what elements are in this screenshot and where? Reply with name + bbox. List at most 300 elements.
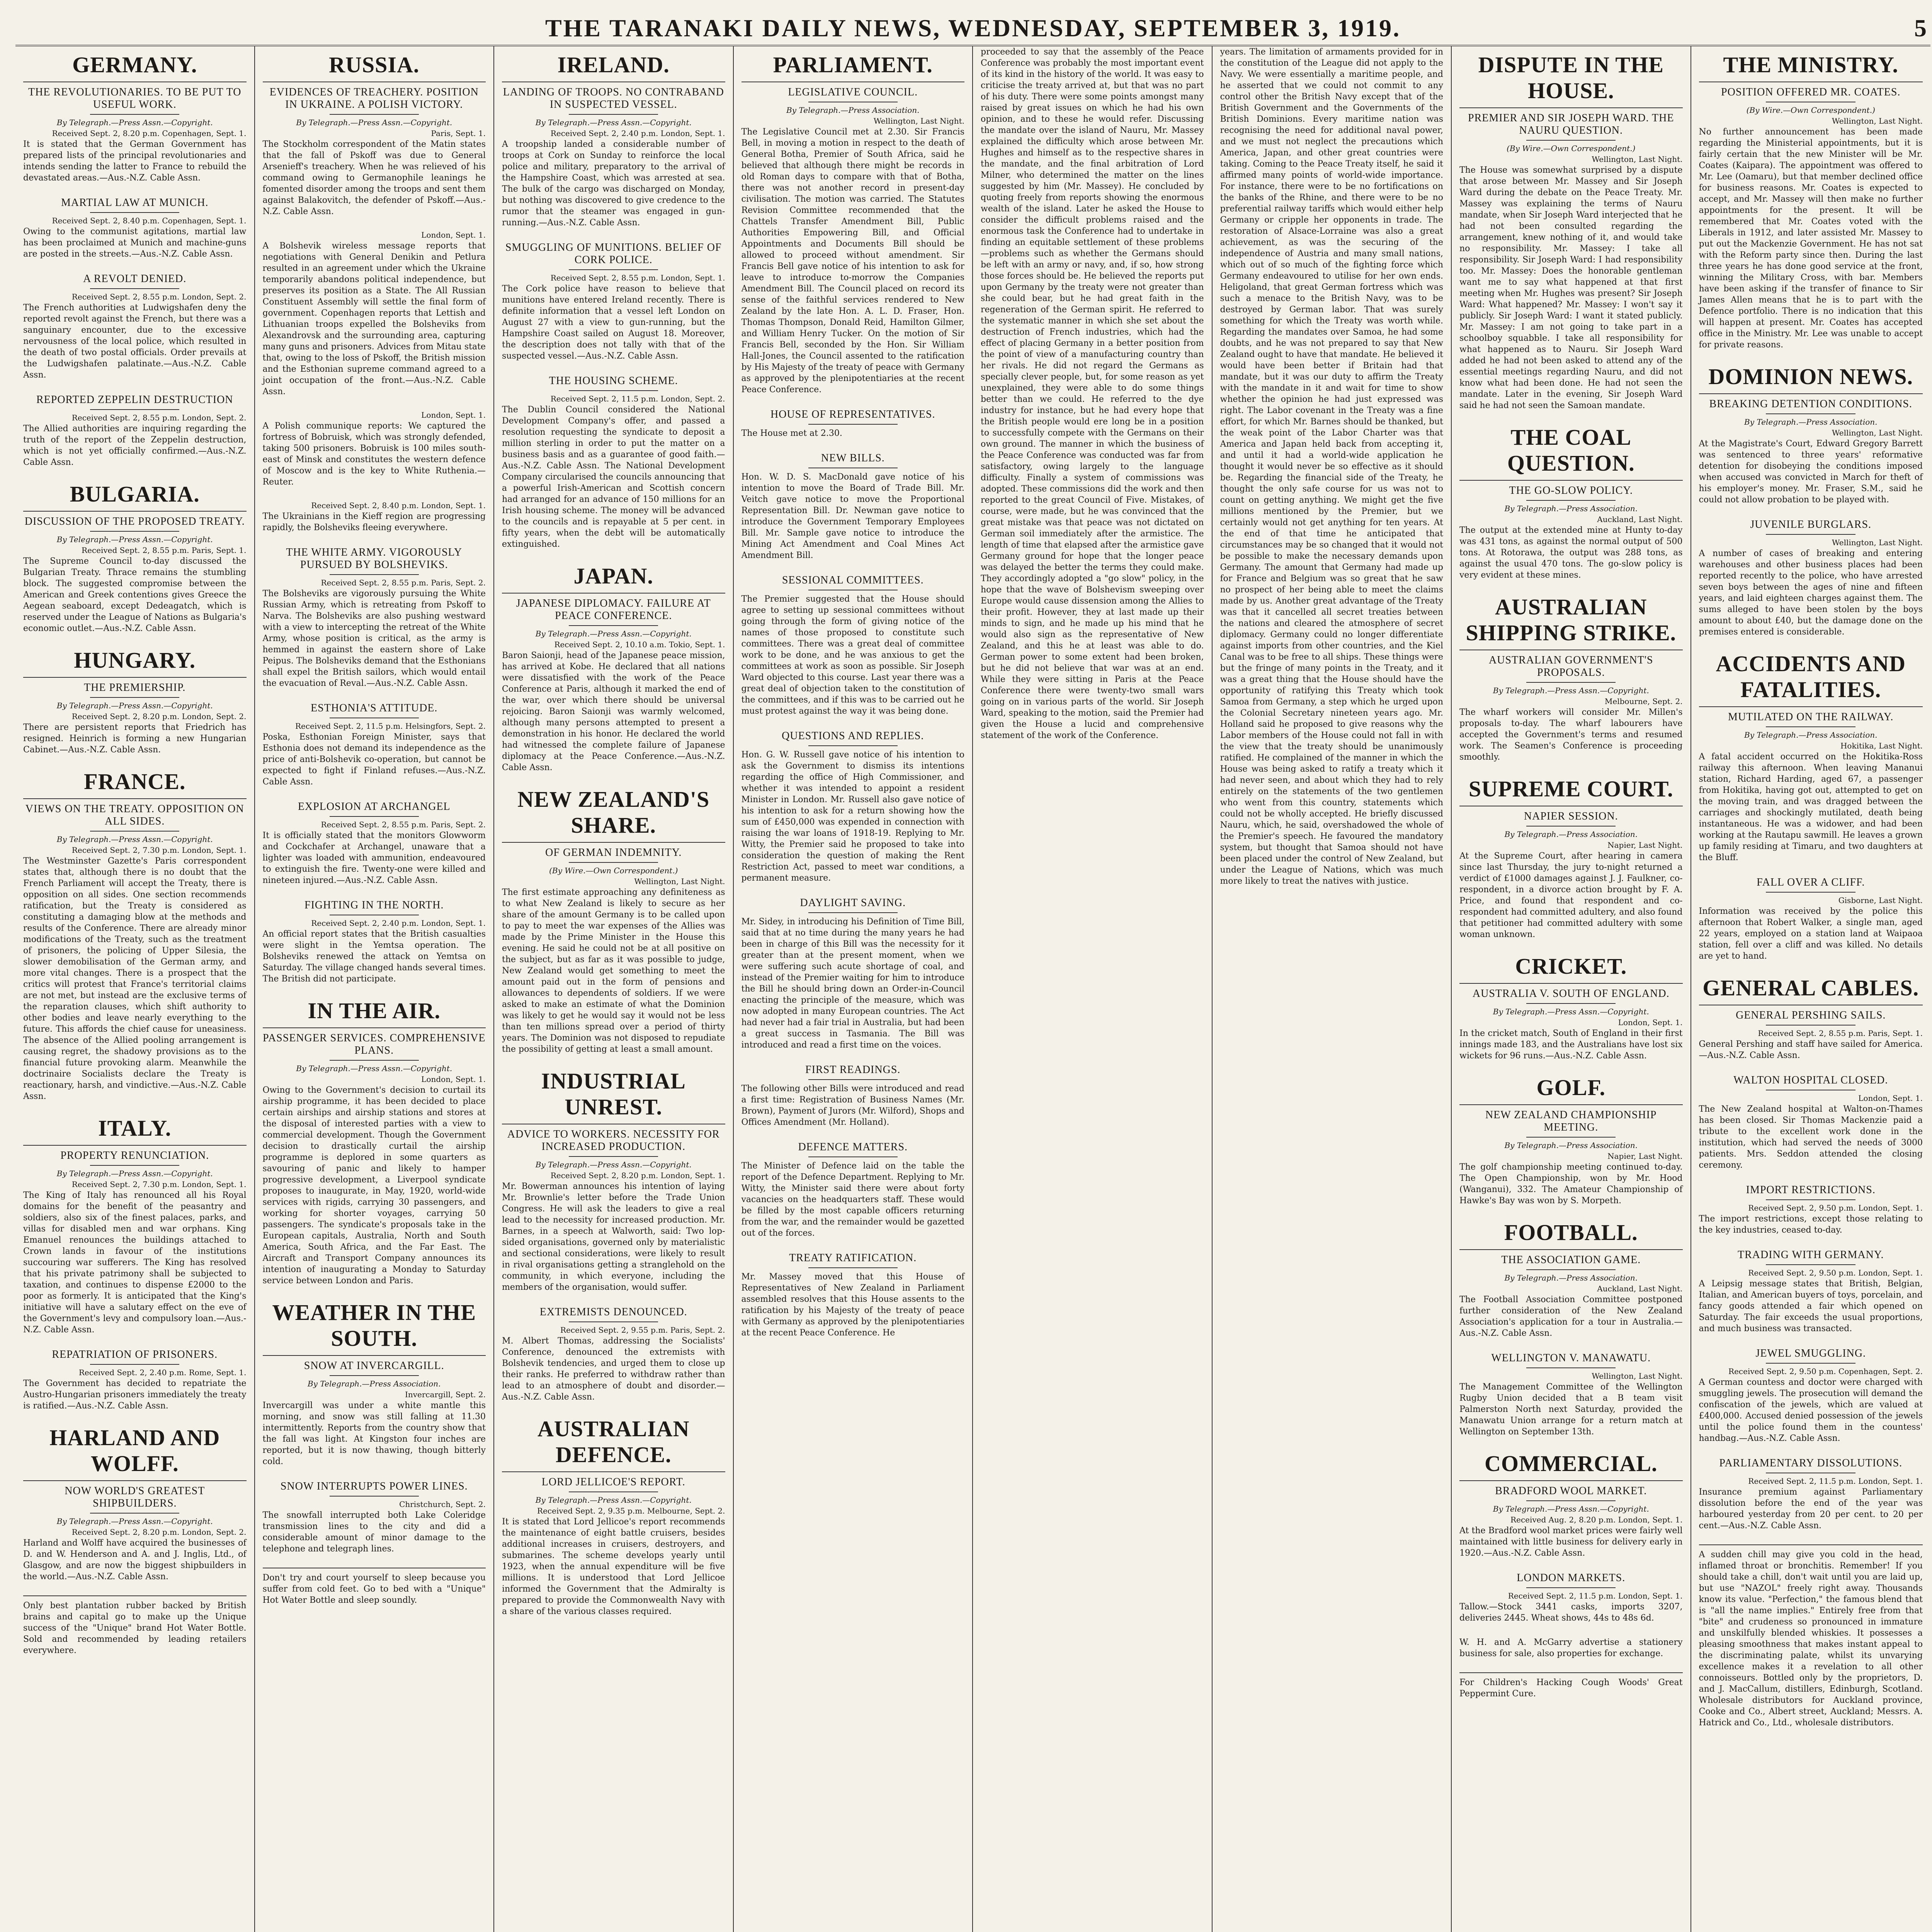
article-body: Invercargill was under a white mantle this morning, and snow was still falling at 11.30 intermittently. Reports from the country show that the fall was light. At Kingston four inches are reported, but it is now thawing, though bitterly cold. xyxy=(262,1401,486,1466)
article-body: Tallow.—Stock 3441 casks, imports 3207, deliveries 2445. Wheat shows, 44s to 48s 6d. xyxy=(1459,1602,1683,1623)
article-dateline: Received Sept. 2, 8.55 p.m. Paris, Sept. 1. xyxy=(82,546,247,555)
divider xyxy=(330,1496,419,1497)
article xyxy=(1699,1184,1923,1236)
article xyxy=(1699,651,1923,863)
article-body: W. H. and A. McGarry advertise a stationery business for sale, also properties for exchange. xyxy=(1459,1638,1683,1658)
article-subheading: FIRST READINGS. xyxy=(805,1064,901,1076)
article xyxy=(1699,1457,1923,1531)
advertisement: For Children's Hacking Cough Woods' Great Peppermint Cure. xyxy=(1459,1672,1683,1699)
divider xyxy=(569,625,658,626)
article-dateline: Hokitika, Last Night. xyxy=(1840,741,1923,750)
article-dateline: Wellington, Last Night. xyxy=(1832,428,1923,437)
article-body: Mr. Bowerman announces his intention of laying Mr. Brownlie's letter before the Trade Union Congress. He will ask the leaders to give a real lead to the necessity for increased production. Mr. Barnes, in a speech at Walworth, said: Two lop-sided organisations, governed only by materialistic and sectional considerations, were likely to result in rival organisations getting a stranglehold on the community, in which everyone, including the members of the organisation, would suffer. xyxy=(502,1182,725,1292)
article-body: There are persistent reports that Friedrich has resigned. Heinrich is forming a new Hungarian Cabinet.—Aus.-N.Z. Cable Assn. xyxy=(23,723,247,755)
article-heading: NEW ZEALAND'S SHARE. xyxy=(502,786,725,843)
column-7 xyxy=(1452,46,1691,1932)
article-subheading: JAPANESE DIPLOMACY. FAILURE AT PEACE CONFERENCE. xyxy=(516,597,711,622)
article-subheading: JEWEL SMUGGLING. xyxy=(1755,1347,1866,1359)
article-body: The import restrictions, except those relating to the key industries, ceased to-day. xyxy=(1699,1214,1923,1235)
divider xyxy=(1766,534,1855,535)
article-subheading: ESTHONIA'S ATTITUDE. xyxy=(311,702,438,714)
article-body: The Football Association Committee postponed further consideration of the New Zealand Association's application for a tour in Australia.—Aus.-N.Z. Cable Assn. xyxy=(1459,1295,1683,1338)
article-byline: By Telegraph.—Press Assn.—Copyright. xyxy=(56,835,213,844)
article-dateline: Received Sept. 2, 8.40 p.m. London, Sept. 1. xyxy=(311,501,486,510)
article xyxy=(23,1425,247,1582)
article-dateline: Received Sept. 2, 8.20 p.m. London, Sept. 1. xyxy=(550,1171,725,1180)
article-body: The House met at 2.30. xyxy=(741,429,842,438)
article-dateline: Received Sept. 2, 7.30 p.m. London, Sept. 1. xyxy=(71,845,247,855)
article-body: A troopship landed a considerable number of troops at Cork on Sunday to reinforce the local police and military, preparatory to the arrival of the Hampshire Coast, which was arrested at sea. The bulk of the cargo was discharged on Monday, but nothing was discovered to give credence to the rumor that the steamer was engaged in gun-running.—Aus.-N.Z. Cable Assn. xyxy=(502,139,725,228)
article xyxy=(502,563,725,773)
article-subheading: ADVICE TO WORKERS. NECESSITY FOR INCREASED PRODUCTION. xyxy=(507,1128,720,1153)
article-dateline: Received Sept. 2, 9.50 p.m. London, Sept. 1. xyxy=(1748,1203,1923,1213)
article xyxy=(742,897,965,1051)
article-body: Harland and Wolff have acquired the businesses of D. and W. Henderson and A. and J. Inglis, Ltd., of Glasgow, and are now the biggest shipbuilders in the world.—Aus.-N.Z. Cable Assn. xyxy=(23,1538,247,1582)
divider xyxy=(1526,1367,1616,1368)
divider xyxy=(569,1321,658,1322)
article xyxy=(1459,594,1683,763)
article-heading: WEATHER IN THE SOUTH. xyxy=(263,1299,486,1356)
divider xyxy=(1526,1137,1616,1138)
article-subheading: GENERAL PERSHING SAILS. xyxy=(1736,1009,1886,1021)
article-body: The Management Committee of the Wellington Rugby Union decided that a B team visit Palmerston North next Saturday, provided the Manawatu Union arrange for a return match at Wellington on September 13th. xyxy=(1459,1382,1683,1437)
article-subheading: WELLINGTON V. MANAWATU. xyxy=(1491,1352,1651,1364)
article xyxy=(742,1064,965,1128)
article-dateline: Received Sept. 2, 10.10 a.m. Tokio, Sept. 1. xyxy=(554,640,725,649)
divider xyxy=(1766,1025,1855,1026)
divider xyxy=(1766,1363,1855,1364)
article-byline: By Telegraph.—Press Assn.—Copyright. xyxy=(1493,1504,1649,1514)
article-dateline: Received Sept. 2, 8.55 p.m. London, Sept. 1. xyxy=(550,273,725,282)
article-subheading: WALTON HOSPITAL CLOSED. xyxy=(1733,1074,1888,1086)
article xyxy=(1459,1219,1683,1339)
article-byline: By Telegraph.—Press Association. xyxy=(1504,830,1638,839)
divider xyxy=(90,697,179,698)
article xyxy=(1459,1451,1683,1559)
divider xyxy=(808,424,898,425)
article-body: The snowfall interrupted both Lake Coleridge transmission lines to the city and did a considerable amount of minor damage to the telephone and telegraph lines. xyxy=(262,1510,486,1554)
article xyxy=(742,574,965,717)
divider xyxy=(1526,500,1616,501)
article-body: M. Albert Thomas, addressing the Socialists' Conference, denounced the extremists with Bolshevik tendencies, and urged them to close up their ranks. He preferred to withdraw rather than lead to an atmosphere of doubt and disorder.—Aus.-N.Z. Cable Assn. xyxy=(502,1336,725,1402)
article-dateline: Received Sept. 2, 9.50 p.m. Copenhagen, Sept. 2. xyxy=(1728,1367,1923,1376)
divider xyxy=(808,912,898,913)
article xyxy=(23,647,247,755)
article xyxy=(742,452,965,561)
article-byline: (By Wire.—Own Correspondent.) xyxy=(549,866,678,875)
article xyxy=(742,1252,965,1338)
article-body: The French authorities at Ludwigshafen deny the reported revolt against the French, but there was a sanguinary encounter, due to the excessive nervousness of the local police, which resulted in the death of two postal officials. Order prevails at the Ludwigshafen palatinate.—Aus.-N.Z. Cable Assn. xyxy=(23,303,247,380)
article-heading: GERMANY. xyxy=(23,52,247,82)
article-subheading: SESSIONAL COMMITTEES. xyxy=(782,574,924,586)
article-body: Hon. W. D. S. MacDonald gave notice of his intention to move the Board of Trade Bill. Mr. Veitch gave notice to move the Proportional Representation Bill. Dr. Newman gave notice to introduce the Government Temporary Employees Bill. Mr. Sample gave notice to introduce the Mining Act Amendment and Coal Mines Act Amendment Bill. xyxy=(741,472,964,560)
divider xyxy=(1526,1269,1616,1270)
article-subheading: DAYLIGHT SAVING. xyxy=(800,897,906,909)
article-subheading: THE WHITE ARMY. VIGOROUSLY PURSUED BY BOLSHEVIKS. xyxy=(286,546,463,571)
article-body: The Dublin Council considered the National Development Company's offer, and passed a resolution requesting the syndicate to deposit a million sterling in order to put the matter on a business basis and as a guarantee of good faith.—Aus.-N.Z. Cable Assn. The National Development Company circularised the councils announcing that a powerful Irish-American and Scottish concern had arranged for an advance of 150 millions for an Irish housing scheme. The money will be advanced to the councils and is repayable at 5 per cent. in fifty years, when the debt will be automatically extinguished. xyxy=(502,405,725,549)
article-subheading: AUSTRALIAN GOVERNMENT'S PROPOSALS. xyxy=(1489,654,1653,679)
article-byline: By Telegraph.—Press Assn.—Copyright. xyxy=(56,1517,213,1526)
article-heading: DISPUTE IN THE HOUSE. xyxy=(1459,52,1683,108)
article-body: The Allied authorities are inquiring regarding the truth of the report of the Zeppelin destruction, which is not yet officially confirmed.—Aus.-N.Z. Cable Assn. xyxy=(23,424,247,467)
article-subheading: FALL OVER A CLIFF. xyxy=(1757,876,1865,888)
advertisement: A sudden chill may give you cold in the head, inflamed throat or bronchitis. Remember! If you should take a chill, don't wait until you are laid up, but use "NAZOL" freely right away. Thousands know its value. "Perfection," the famous blend that is "all the name implies." Entirely free from that "bite" and crudeness so pronounced in immature and unskilfully blended whiskies. It possesses a pleasing smoothness that makes instant appeal to the discriminating palate, whilst its unvarying excellence makes it a revelation to all other connoisseurs. Bottled only by the proprietors, D. and J. MacCallum, distillers, Edinburgh, Scotland. Wholesale distributors for Auckland province, Cooke and Co., Albert street, Auckland; Messrs. A. Hatrick and Co., Ltd., wholesale distributors. xyxy=(1699,1544,1923,1728)
article-subheading: IMPORT RESTRICTIONS. xyxy=(1746,1184,1876,1196)
article xyxy=(1459,1352,1683,1437)
article-heading: IN THE AIR. xyxy=(263,998,486,1028)
divider xyxy=(90,288,179,289)
article-subheading: EXTREMISTS DENOUNCED. xyxy=(539,1306,687,1318)
article-subheading: MARTIAL LAW AT MUNICH. xyxy=(61,197,209,209)
article-byline: (By Wire.—Own Correspondent.) xyxy=(1746,105,1875,115)
article-subheading: SNOW AT INVERCARGILL. xyxy=(304,1360,444,1372)
article-body: The Cork police have reason to believe that munitions have entered Ireland recently. There is definite information that a vessel left London on August 27 with a view to gun-running, but the Hampshire Coast sailed on August 18. Moreover, the description does not tally with that of the suspected vessel.—Aus.-N.Z. Cable Assn. xyxy=(502,284,725,361)
divider xyxy=(330,114,419,115)
article xyxy=(1699,519,1923,638)
article-subheading: MUTILATED ON THE RAILWAY. xyxy=(1728,711,1894,723)
article-dateline: Received Sept. 2, 8.20 p.m. Copenhagen, Sept. 1. xyxy=(52,129,247,138)
article-dateline: London, Sept. 1. xyxy=(1858,1094,1923,1103)
divider xyxy=(1766,1199,1855,1200)
article-subheading: NAPIER SESSION. xyxy=(1524,810,1618,822)
article-byline: By Telegraph.—Press Assn.—Copyright. xyxy=(296,118,452,127)
article-heading: PARLIAMENT. xyxy=(742,52,965,82)
article-byline: By Telegraph.—Press Assn.—Copyright. xyxy=(1493,1007,1649,1016)
article xyxy=(1699,1249,1923,1334)
article-dateline: Received Sept. 2, 11.5 p.m. London, Sept. 2. xyxy=(550,394,725,403)
article-subheading: NOW WORLD'S GREATEST SHIPBUILDERS. xyxy=(65,1485,205,1509)
article-body: At the Supreme Court, after hearing in camera since last Thursday, the jury to-night returned a verdict of £1000 damages against J. J. Faulkner, co-respondent, in a divorce action brought by F. A. Price, and found that respondent and co-respondent had committed adultery, and also found that petitioner had committed adultery with some woman unknown. xyxy=(1459,851,1683,939)
advertisement: Don't try and court yourself to sleep because you suffer from cold feet. Go to bed with a "Unique" Hot Water Bottle and sleep soundly. xyxy=(263,1568,486,1606)
article-heading: CRICKET. xyxy=(1459,953,1683,984)
article-body: An official report states that the British casualties were slight in the Yemtsa operation. The Bolsheviks renewed the attack on Yemtsa on Saturday. The village changed hands several times. The British did not participate. xyxy=(262,929,486,984)
article-subheading: LEGISLATIVE COUNCIL. xyxy=(788,86,918,98)
article-subheading: EVIDENCES OF TREACHERY. POSITION IN UKRAINE. A POLISH VICTORY. xyxy=(269,86,479,111)
article xyxy=(1459,52,1683,411)
article-byline: By Telegraph.—Press Assn.—Copyright. xyxy=(56,535,213,544)
divider xyxy=(808,1156,898,1157)
article-dateline: London, Sept. 1. xyxy=(421,1075,486,1084)
article-body: The Supreme Council to-day discussed the Bulgarian Treaty. Thrace remains the stumbling block. The suggested compromise between the American and Greek contentions gives Greece the Aegean seaboard, except Dedeagatch, which is reserved under the League of Nations as Bulgaria's economic outlet.—Aus.-N.Z. Cable Assn. xyxy=(23,556,247,633)
article-dateline: Received Sept. 2, 11.5 p.m. London, Sept. 1. xyxy=(1748,1476,1923,1486)
article-subheading: POSITION OFFERED MR. COATES. xyxy=(1721,86,1901,98)
article-body: Insurance premium against Parliamentary dissolution before the end of the year was harboured yesterday from 20 per cent. to 20 per cent.—Aus.-N.Z. Cable Assn. xyxy=(1699,1487,1923,1531)
article-dateline: Wellington, Last Night. xyxy=(1592,1371,1683,1381)
article-heading: INDUSTRIAL UNREST. xyxy=(502,1068,725,1124)
article-dateline: Received Sept. 2, 2.40 p.m. Rome, Sept. 1. xyxy=(78,1368,247,1377)
divider xyxy=(1526,1003,1616,1004)
article-body: The Stockholm correspondent of the Matin states that the fall of Pskoff was due to General Arsenieff's treachery. When he was relieved of his command owing to Germanophile leanings he fomented disorder among the troops and sent them against Balakovitch, the defender of Pskoff.—Aus.-N.Z. Cable Assn. xyxy=(262,139,486,216)
article xyxy=(1459,1075,1683,1206)
divider xyxy=(1766,726,1855,727)
divider xyxy=(1526,682,1616,683)
article-body: The wharf workers will consider Mr. Millen's proposals to-day. The wharf labourers have accepted the Government's terms and resumed work. The Seamen's Conference is proceeding smoothly. xyxy=(1459,707,1683,762)
article-dateline: Received Sept. 2, 11.5 p.m. London, Sept. 1. xyxy=(1508,1591,1683,1600)
article-dateline: Auckland, Last Night. xyxy=(1597,515,1683,524)
article-byline: By Telegraph.—Press Assn.—Copyright. xyxy=(535,1495,692,1505)
article-dateline: Received Sept. 2, 2.40 p.m. London, Sept. 1. xyxy=(311,918,486,928)
article-heading: COMMERCIAL. xyxy=(1459,1451,1683,1481)
article xyxy=(263,899,486,985)
article-body: years. The limitation of armaments provided for in the constitution of the League did not apply to the Navy. We were essentially a maritime people, and he asserted that we could not commit to any control other the British Navy except that of the British Government and the Governments of the British Dominions. Every maritime nation was recognising the need for additional naval power, and we must not neglect the precautions which America, Japan, and other great countries were taking. Coming to the Peace Treaty itself, he said it affirmed many points of world-wide importance. For instance, there were to be no fortifications on the banks of the Rhine, and there were to be no preferential railway tariffs which would either help Germany or cripple her opponents in trade. The restoration of Alsace-Lorraine was also a great achievement, as was the securing of the independence of Austria and many small nations, which out of so much of the fighting force which Germany endeavoured to utilise for her own ends. Heligoland, that great German fortress which was such a menace to the British Navy, was to be destroyed by German labor. That was surely something for which the Treaty was worth while. Regarding the mandates over Samoa, he had some doubts, and he was not prepared to say that New Zealand ought to have that mandate. He believed it would have been better if Britain had that mandate, but it was our duty to affirm the Treaty with the mandate in it and wait for time to show whether the opinion he had just expressed was right. The Labor covenant in the Treaty was a fine effort, for which Mr. Barnes should be thanked, but the weak point of the Labor Charter was that America and Japan held back from accepting it, and until it had a world-wide application he thought it would never be so effective as it should be. Regarding the financial side of the Treaty, he thought the only safe course for us was not to count on getting anything. We might get the five millions mentioned by the Premier, but we certainly would not get anything for ten years. At the end of that time he anticipated that circumstances may be so changed that it would not be possible to make the necessary demands upon Germany. The amount that Germany had made up for France and Belgium was so great that he saw no prospect of her being able to meet the claims made by us. Another great advantage of the Treaty was that it cancelled all secret treaties between the nations and cleared the atmosphere of secret diplomacy. Germany could no longer differentiate against imports from other countries, and the Kiel Canal was to be free to all ships. These things were but the fringe of many points in the Treaty, and it was a great thing that the House should have the opportunity of ratifying this Treaty which took Samoa from Germany, a step which he urged upon the Colonial Secretary nineteen years ago. Mr. Holland said he proposed to give reasons why the Labor members of the House could not fall in with the view that the treaty should be unanimously ratified. He complained of the manner in which the House was being asked to ratify a treaty which it had never seen, and about which they had to rely entirely on the statements of the two gentlemen who went from this country, statements which could not be wholly accepted. He briefly discussed Nauru, which, he said, overshadowed the whole of the Premier's speech. He favoured the mandatory system, but thought that Samoa should not have been placed under the control of New Zealand, but under the League of Nations, which was much more likely to treat the natives with justice. xyxy=(1220,47,1443,886)
divider xyxy=(90,831,179,832)
article-subheading: PASSENGER SERVICES. COMPREHENSIVE PLANS. xyxy=(262,1032,486,1056)
article-subheading: LORD JELLICOE'S REPORT. xyxy=(541,1476,685,1488)
article-subheading: LONDON MARKETS. xyxy=(1517,1572,1626,1584)
article xyxy=(263,702,486,787)
article xyxy=(23,273,247,381)
article-body: Mr. Sidey, in introducing his Definition of Time Bill, said that at no time during the many years he had been in charge of this Bill was the necessity for it greater than at the present moment, when we were suffering such acute shortage of coal, and instead of the Premier waiting for him to introduce the Bill he should bring down an Order-in-Council enacting the principle of the measure, which was now adopted in many European countries. The Act had never had a fair trial in Australia, but had been a great success in Tasmania. The Bill was introduced and read a first time on the voices. xyxy=(741,917,964,1050)
article-body: A Polish communique reports: We captured the fortress of Bobruisk, which was strongly defended, taking 500 prisoners. Bobruisk is 100 miles south-east of Minsk and constitutes the western defence of Moscow and is the key to White Ruthenia.—Reuter. xyxy=(262,421,486,487)
article-body: The King of Italy has renounced all his Royal domains for the benefit of the peasantry and soldiers, also six of the finest palaces, parks, and villas for disabled men and war orphans. King Emanuel renounces the buildings attached to Crown lands in favour of the institutions succouring war sufferers. The King has resolved that his private patrimony shall be subjected to taxation, and continues to dispense £2000 to the poor as formerly. It is anticipated that the King's initiative will have a salutary effect on the eve of the Government's levy and compulsory loan.—Aus.-N.Z. Cable Assn. xyxy=(23,1190,247,1335)
article-heading: HARLAND AND WOLFF. xyxy=(23,1425,247,1481)
article-heading: DOMINION NEWS. xyxy=(1699,364,1923,394)
article-subheading: PROPERTY RENUNCIATION. xyxy=(60,1150,209,1162)
article-heading: BULGARIA. xyxy=(23,481,247,512)
article-subheading: JUVENILE BURGLARS. xyxy=(1750,519,1872,531)
article xyxy=(263,52,486,217)
article-byline: By Telegraph.—Press Assn.—Copyright. xyxy=(56,1169,213,1178)
article-heading: THE MINISTRY. xyxy=(1699,52,1923,82)
divider xyxy=(330,1375,419,1376)
article-dateline: Wellington, Last Night. xyxy=(1832,538,1923,547)
article-subheading: BRADFORD WOOL MARKET. xyxy=(1495,1485,1647,1497)
divider xyxy=(90,212,179,213)
article xyxy=(742,730,965,884)
article-byline: By Telegraph.—Press Association. xyxy=(1504,504,1638,513)
article-subheading: TRADING WITH GERMANY. xyxy=(1737,1249,1884,1261)
article-body: A German countess and doctor were charged with smuggling jewels. The prosecution will demand the confiscation of the jewels, which are valued at £400,000. Accused denied possession of the jewels until the police found them in the countess' handbag.—Aus.-N.Z. Cable Assn. xyxy=(1699,1378,1923,1443)
article xyxy=(1699,364,1923,505)
article xyxy=(263,410,486,488)
article-dateline: Wellington, Last Night. xyxy=(634,877,725,886)
article-subheading: OF GERMAN INDEMNITY. xyxy=(545,847,682,859)
column-3 xyxy=(494,46,734,1932)
article-subheading: THE PREMIERSHIP. xyxy=(84,682,186,694)
article-dateline: Received Sept. 2, 7.30 p.m. London, Sept. 1. xyxy=(71,1180,247,1189)
page-number: 5 xyxy=(1914,14,1927,42)
article-subheading: FIGHTING IN THE NORTH. xyxy=(304,899,444,911)
article-dateline: Christchurch, Sept. 2. xyxy=(399,1500,486,1509)
article-subheading: THE HOUSING SCHEME. xyxy=(549,375,678,387)
divider xyxy=(569,390,658,391)
article-dateline: Wellington, Last Night. xyxy=(1832,116,1923,126)
column-5 xyxy=(973,46,1213,1932)
article-dateline: Received Sept. 2, 8.20 p.m. London, Sept. 2. xyxy=(71,1527,247,1537)
article-heading: ITALY. xyxy=(23,1115,247,1146)
article xyxy=(23,1349,247,1412)
article-dateline: Received Sept. 2, 8.55 p.m. Paris, Sept. 2. xyxy=(321,578,486,587)
article-subheading: EXPLOSION AT ARCHANGEL xyxy=(298,801,451,813)
article-subheading: AUSTRALIA V. SOUTH OF ENGLAND. xyxy=(1472,988,1670,1000)
article-byline: By Telegraph.—Press Association. xyxy=(1504,1273,1638,1282)
article-dateline: London, Sept. 1. xyxy=(421,230,486,240)
article xyxy=(502,242,725,362)
divider xyxy=(330,816,419,817)
article-body: The Government has decided to repatriate the Austro-Hungarian prisoners immediately the treaty is ratified.—Aus.-N.Z. Cable Assn. xyxy=(23,1379,247,1411)
article-byline: By Telegraph.—Press Assn.—Copyright. xyxy=(296,1064,452,1073)
article-byline: (By Wire.—Own Correspondent.) xyxy=(1507,144,1636,153)
column-4 xyxy=(734,46,973,1932)
divider xyxy=(808,745,898,746)
divider xyxy=(1526,1587,1616,1588)
article-byline: By Telegraph.—Press Assn.—Copyright. xyxy=(1493,686,1649,695)
article xyxy=(502,52,725,228)
article xyxy=(502,1068,725,1293)
article-body: The first estimate approaching any definiteness as to what New Zealand is likely to secure as her share of the amount Germany is to be called upon to pay to meet the war expenses of the Allies was made by the Prime Minister in the House this evening. He said he could not be at all positive on the subject, but as far as it was possible to judge, New Zealand would get something to meet the amount paid out in the form of pensions and allowances to dependents of soldiers. If we were asked to make an estimate of what the Dominion was likely to get he would say it would not be less than ten millions spread over a period of thirty years. The Dominion was not disposed to repudiate the possibility of getting at least a small amount. xyxy=(502,888,725,1054)
article-subheading: NEW BILLS. xyxy=(821,452,885,464)
article-body: The following other Bills were introduced and read a first time: Registration of Business Names (Mr. Brown), Payment of Jurors (Mr. Wilford), Shops and Offices Amendment (Mr. Holland). xyxy=(741,1084,964,1127)
article-heading: JAPAN. xyxy=(502,563,725,594)
article xyxy=(502,375,725,550)
article-body: It is stated that Lord Jellicoe's report recommends the maintenance of eight battle cruisers, besides additional increases in cruisers, destroyers, and submarines. The scheme develops yearly until 1923, when the annual expenditure will be five millions. It is understood that Lord Jellicoe informed the Government that the Admiralty is prepared to provide the Commonwealth Navy with a share of the various classes required. xyxy=(502,1517,725,1616)
article-dateline: Received Sept. 2, 11.5 p.m. Helsingfors, Sept. 2. xyxy=(295,721,486,731)
article-subheading: THE REVOLUTIONARIES. TO BE PUT TO USEFUL WORK. xyxy=(28,86,242,111)
article-dateline: London, Sept. 1. xyxy=(1618,1018,1683,1027)
advertisement: Only best plantation rubber backed by British brains and capital go to make up the Unique success of the "Unique" brand Hot Water Bottle. Sold and recommended by leading retailers everywhere. xyxy=(23,1595,247,1656)
article-byline: By Telegraph.—Press Assn.—Copyright. xyxy=(56,118,213,127)
column-1 xyxy=(15,46,255,1932)
article-body: Information was received by the police this afternoon that Robert Walker, a single man, aged 22 years, employed on a station land at Waipaoa station, fell over a cliff and was killed. No details are yet to hand. xyxy=(1699,906,1923,961)
article-dateline: Received Sept. 2, 9.50 p.m. London, Sept. 1. xyxy=(1748,1268,1923,1277)
divider xyxy=(1526,140,1616,141)
article-subheading: THE ASSOCIATION GAME. xyxy=(1501,1254,1641,1266)
divider xyxy=(808,1267,898,1268)
article-body: It is stated that the German Government has prepared lists of the principal revolutionaries and intends sending the latter to France to rebuild the devastated areas.—Aus.-N.Z. Cable Assn. xyxy=(23,139,247,183)
article xyxy=(502,786,725,1055)
article-dateline: Melbourne, Sept. 2. xyxy=(1604,697,1683,706)
article-subheading: DISCUSSION OF THE PROPOSED TREATY. xyxy=(24,515,245,527)
article xyxy=(263,1480,486,1554)
divider xyxy=(569,1156,658,1157)
article-dateline: Received Sept. 2, 8.55 p.m. Paris, Sept. 2. xyxy=(321,820,486,829)
article xyxy=(742,1141,965,1239)
article-dateline: Received Aug. 2, 8.20 p.m. London, Sept. 1. xyxy=(1510,1515,1683,1524)
article-body: At the Bradford wool market prices were fairly well maintained with little business for delivery early in 1920.—Aus.-N.Z. Cable Assn. xyxy=(1459,1526,1683,1558)
article xyxy=(23,394,247,468)
article-body: A number of cases of breaking and entering warehouses and other business places had been reported recently to the police, who have arrested seven boys between the ages of nine and fifteen years, and laid eighteen charges against them. The sums alleged to have been stolen by the boys amount to about £40, but the damage done on the premises entered is considerable. xyxy=(1699,549,1923,637)
divider xyxy=(330,1060,419,1061)
article-body: General Pershing and staff have sailed for America.—Aus.-N.Z. Cable Assn. xyxy=(1699,1039,1923,1060)
article-body: It is officially stated that the monitors Glowworm and Cockchafer at Archangel, unaware that a lighter was loaded with ammunition, endeavoured to extinguish the fire. Twenty-one were killed and nineteen injured.—Aus.-N.Z. Cable Assn. xyxy=(262,831,486,885)
article xyxy=(981,46,1204,741)
article-body: Poska, Esthonian Foreign Minister, says that Esthonia does not demand its independence as the price of anti-Bolshevik co-operation, but cannot be expected to fight if Finland refuses.—Aus.-N.Z. Cable Assn. xyxy=(262,732,486,787)
article-body: The New Zealand hospital at Walton-on-Thames has been closed. Sir Thomas Mackenzie paid a tribute to the excellent work done in the institution, which had served the needs of 3000 patients. Mrs. Seddon attended the closing ceremony. xyxy=(1699,1104,1923,1170)
article-subheading: THE GO-SLOW POLICY. xyxy=(1509,485,1633,497)
article-byline: By Telegraph.—Press Association. xyxy=(307,1379,441,1388)
article-dateline: Received Sept. 2, 9.35 p.m. Melbourne, Sept. 2. xyxy=(537,1506,725,1515)
article-body: Hon. G. W. Russell gave notice of his intention to ask the Government to dismiss its intentions regarding the office of High Commissioner, and whether it was intended to appoint a resident Minister in London. Mr. Russell also gave notice of his intention to ask for a return showing how the sum of £450,000 was expended in connection with raising the war loans of 1918-19. Replying to Mr. Witty, the Premier said he proposed to take into consideration the question of making the Rent Restriction Act, passed to meet war conditions, a permanent measure. xyxy=(741,750,964,883)
article-heading: FOOTBALL. xyxy=(1459,1219,1683,1250)
article-subheading: REPATRIATION OF PRISONERS. xyxy=(52,1349,218,1361)
article-dateline: Auckland, Last Night. xyxy=(1597,1284,1683,1293)
article-dateline: Wellington, Last Night. xyxy=(1592,155,1683,164)
article-body: The Westminster Gazette's Paris correspondent states that, although there is no doubt that the French Parliament will accept the Treaty, there is opposition on all sides. One section recommends ratification, but the Treaty is considered as constituting a damaging blow at the methods and results of the Conference. There are already minor modifications of the Treaty, such as the treatment of prisoners, the policing of Upper Silesia, the slower demobilisation of the German army, and more vital changes. There is a prospect that the critics will protest that France's territorial claims are not met, but instead are the exclusive terms of the reparation clauses, which shift authority to other bodies and leave nearly everything to the future. This affords the chief cause for uneasiness. The absence of the Allied pooling arrangement is causing regret, the shadowy provisions as to the financial future provoking alarm. Meanwhile the doctrinaire Socialists declare the Treaty is reactionary, harsh, and vindictive.—Aus.-N.Z. Cable Assn. xyxy=(23,856,247,1101)
article-body: Baron Saionji, head of the Japanese peace mission, has arrived at Kobe. He declared that all nations were dissatisfied with the work of the Peace Conference at Paris, although it marked the end of the war, over which there should be universal rejoicing. Baron Saionji was warmly welcomed, although many persons attempted to present a demonstration in his honor. He declared the world had witnessed the complete failure of Japanese diplomacy at the Peace Conference.—Aus.-N.Z. Cable Assn. xyxy=(502,651,725,772)
divider xyxy=(569,269,658,270)
column-8 xyxy=(1691,46,1931,1932)
article-byline: By Telegraph.—Press Association. xyxy=(1744,730,1878,740)
article-dateline: Invercargill, Sept. 2. xyxy=(405,1390,486,1399)
divider xyxy=(90,114,179,115)
article xyxy=(23,197,247,260)
article-subheading: PREMIER AND SIR JOSEPH WARD. THE NAURU QUESTION. xyxy=(1468,112,1674,136)
article-body: proceeded to say that the assembly of the Peace Conference was probably the most important event of its kind in the history of the world. It was easy to criticise the treaty arrived at, but that was no part of his duty. There were some points amongst many raised by great issues on which he had his own opinion, and to these he would refer. Discussing the mandate over the island of Nauru, Mr. Massey explained the difficulty which arose between Mr. Hughes and himself as to the respective shares in the mandate, and the final arbitration of Lord Milner, who determined the matter on the lines suggested by him (Mr. Massey). He concluded by quoting freely from reports showing the enormous wealth of the island. Later he asked the House to consider the difficult problems raised and the enormous task the Conference had to undertake in finding an equitable settlement of these problems—problems such as whether the Germans should be left with an army or navy, and, if so, how strong those forces should be. He believed the reports put upon Germany by the treaty were not greater than she could bear, but he had great faith in the regeneration of the German spirit. He referred to the systematic manner in which she set about the destruction of French industries, which had the effect of placing Germany in a better position from the point of view of a manufacturing country than her rivals. He did not regard the Germans as specially clever people, but, for some reason as yet unexplained, they were able to do some things better than we could. He referred to the dye industry for instance, but he had every hope that the British people would ere long be in a position to successfully compete with the Germans on their own ground. The manner in which the business of the Peace Conference was conducted was far from satisfactory, owing largely to the language difficulty. Finally a system of commissions was adopted. These commissions did the work and then reported to the great Council of Five. Mistakes, of course, were made, but he was convinced that the great mistake was that peace was not dictated on German soil immediately after the armistice. The length of time that elapsed after the armistice gave Germany ground for hope that the longer peace was delayed the better the terms they could make. They accordingly adopted a "go slow" policy, in the hope that the wave of Bolshevism sweeping over Europe would cause dissension among the Allies to their profit. However, they at last made up their minds to sign, and he made up his mind that he would also sign as the representative of New Zealand, and this he at least was able to do. German power to some extent had been broken, but he did not believe that war was at an end. While they were sitting in Paris at the Peace Conference there were twenty-two small wars going on in various parts of the world. Sir Joseph Ward, speaking to the motion, said the Premier had given the House a lucid and comprehensive statement of the work of the Conference. xyxy=(981,47,1204,740)
article-body: A fatal accident occurred on the Hokitika-Ross railway this afternoon. When leaving Mananui station, Richard Harding, aged 67, a passenger from Hokitika, having got out, attempted to get on the moving train, and was dragged between the carriages and shockingly mutilated, death being instantaneous. He was a widower, and had been working at the Rautapu sawmill. He leaves a grown up family residing at Timaru, and two daughters at the Bluff. xyxy=(1699,752,1923,862)
article-body: In the cricket match, South of England in their first innings made 183, and the Australians have lost six wickets for 96 runs.—Aus.-N.Z. Cable Assn. xyxy=(1459,1029,1683,1061)
article-subheading: LANDING OF TROOPS. NO CONTRABAND IN SUSPECTED VESSEL. xyxy=(503,86,724,111)
article-subheading: A REVOLT DENIED. xyxy=(83,273,187,285)
article-dateline: London, Sept. 1. xyxy=(421,410,486,420)
divider xyxy=(90,409,179,410)
article xyxy=(1699,975,1923,1061)
article-heading: AUSTRALIAN SHIPPING STRIKE. xyxy=(1459,594,1683,650)
article-byline: By Telegraph.—Press Assn.—Copyright. xyxy=(56,701,213,710)
article xyxy=(1699,876,1923,962)
article-body: The Premier suggested that the House should agree to setting up sessional committees without going through the form of giving notice of the names of those proposed to constitute such committees. There was a great deal of committee work to be done, and he was anxious to get the committees at work as soon as possible. Sir Joseph Ward objected to this course. Last year there was a great deal of objection taken to the constitution of the committees, and if this was to be carried out he must protest against the way it was being done. xyxy=(741,594,964,716)
article-subheading: PARLIAMENTARY DISSOLUTIONS. xyxy=(1719,1457,1903,1469)
divider xyxy=(1766,413,1855,414)
article-dateline: Gisborne, Last Night. xyxy=(1838,896,1923,905)
article-body: The Bolsheviks are vigorously pursuing the White Russian Army, which is retreating from Pskoff to Narva. The Bolsheviks are also pushing westward with a view to intercepting the retreat of the White Army, whose position is critical, as the army is hemmed in against the eastern shore of Lake Peipus. The Bolsheviks demand that the Esthonians shall expel the British sailors, which would entail the evacuation of Reval.—Aus.-N.Z. Cable Assn. xyxy=(262,589,486,688)
article-heading: IRELAND. xyxy=(502,52,725,82)
article-heading: HUNGARY. xyxy=(23,647,247,678)
article-body: Mr. Massey moved that this House of Representatives of New Zealand in Parliament assembled resolves that this House assents to the ratification by his Majesty of the treaty of peace with Germany as approved by the plenipotentiaries at the recent Peace Conference. He xyxy=(741,1272,964,1338)
article xyxy=(502,1416,725,1617)
article-dateline: Napier, Last Night. xyxy=(1607,1151,1683,1161)
article-heading: RUSSIA. xyxy=(263,52,486,82)
article-body: Owing to the Government's decision to curtail its airship programme, it has been decided to place certain airships and airship stations and stores at the disposal of interested parties with a view to commercial development. Though the Government decision to drastically curtail the airship programme is deplored in some quarters as savouring of panic and likely to hamper progressive development, a Liverpool syndicate proposes to inaugurate, in May, 1920, world-wide services with rigids, carrying 30 passengers, and working for shorter voyages, carrying 50 passengers. The syndicate's proposals take in the European capitals, Australia, North and South America, South Africa, and the Far East. The Aircraft and Transport Company announces its intention of inaugurating a Monday to Saturday service between London and Paris. xyxy=(262,1085,486,1286)
divider xyxy=(90,1513,179,1514)
article-body: The Legislative Council met at 2.30. Sir Francis Bell, in moving a motion in respect to the death of General Botha, Premier of South Africa, said he believed that although there might be records in old Roman days to compare with that of Botha, there was not another record in present-day civilisation. The motion was carried. The Statutes Revision Committee recommended that the Chattels Transfer Amendment Bill, Public Authorities Empowering Bill, and Official Appointments and Documents Bill should be allowed to proceed without amendment. Sir Francis Bell gave notice of his intention to ask for leave to introduce to-morrow the Companies Amendment Bill. The Council placed on record its sense of the faithful services rendered to New Zealand by the late Hon. A. L. D. Fraser, Hon. Thomas Thompson, Donald Reid, Hamilton Gilmer, and William Henry Tucker. On the motion of Sir Francis Bell, seconded by the Hon. Sir William Hall-Jones, the Council assented to the ratification by His Majesty of the treaty of peace with Germany as approved by the plenipotentiaries at the recent Peace Conference. xyxy=(741,127,964,395)
article-body: A Leipsig message states that British, Belgian, Italian, and American buyers of toys, porcelain, and fancy goods attended a fair which opened on Saturday. The fair exceeds the usual proportions, and much business was transacted. xyxy=(1699,1279,1923,1333)
article-byline: By Telegraph.—Press Assn.—Copyright. xyxy=(535,629,692,638)
article xyxy=(502,1306,725,1403)
divider xyxy=(1526,1500,1616,1501)
article xyxy=(263,501,486,533)
divider xyxy=(569,114,658,115)
article-body: At the Magistrate's Court, Edward Gregory Barrett was sentenced to three years' reformative detention for disobeying the conditions imposed when accused was convicted in March for theft of his employer's money. Mr. Fraser, S.M., said he could not allow probation to be played with. xyxy=(1699,439,1923,505)
article xyxy=(23,52,247,184)
column-2 xyxy=(255,46,495,1932)
masthead-title: THE TARANAKI DAILY NEWS, WEDNESDAY, SEPTEMBER 3, 1919. xyxy=(545,14,1401,42)
divider xyxy=(1526,826,1616,827)
article-heading: SUPREME COURT. xyxy=(1459,776,1683,806)
article-heading: ACCIDENTS AND FATALITIES. xyxy=(1699,651,1923,707)
article-body: The Minister of Defence laid on the table the report of the Defence Department. Replying to Mr. Witty, the Minister said there were about forty vacancies on the headquarters staff. These would be filled by the most capable officers returning from the war, and the remainder would be gazetted out of the forces. xyxy=(741,1161,964,1238)
article-body: Owing to the communist agitations, martial law has been proclaimed at Munich and machine-guns are posted in the streets.—Aus.-N.Z. Cable Assn. xyxy=(23,227,247,259)
article-dateline: Received Sept. 2, 2.40 p.m. London, Sept. 1. xyxy=(550,129,725,138)
article-dateline: Received Sept. 2, 8.20 p.m. London, Sept. 2. xyxy=(71,712,247,721)
article-heading: THE COAL QUESTION. xyxy=(1459,424,1683,481)
article xyxy=(1699,1347,1923,1444)
article xyxy=(1459,1637,1683,1659)
article-subheading: VIEWS ON THE TREATY. OPPOSITION ON ALL SIDES. xyxy=(25,803,244,827)
article-dateline: Paris, Sept. 1. xyxy=(431,129,486,138)
article-body: The output at the extended mine at Hunty to-day was 431 tons, as against the normal output of 500 tons. At Rotorawa, the output was 288 tons, as against the usual 470 tons. The go-slow policy is very evident at these mines. xyxy=(1459,526,1683,580)
article-subheading: SNOW INTERRUPTS POWER LINES. xyxy=(280,1480,468,1492)
article-subheading: HOUSE OF REPRESENTATIVES. xyxy=(770,408,935,420)
article-body: No further announcement has been made regarding the Ministerial appointments, but it is fairly certain that the new Minister will be Mr. Coates (Kaipara). The appointment was offered to Mr. Lee (Oamaru), but that member declined office for business reasons. Mr. Coates is expected to accept, and Mr. Massey will then make no further appointments for the present. It will be remembered that Mr. Coates voted with the Liberals in 1912, and later assisted Mr. Massey to put out the Mackenzie Government. He has not sat with the Reform party since then. During the last three years he has done good service at the front, winning the Military Cross, with bar. Members have been asking if the transfer of finance to Sir James Allen means that he is to part with the Defence portfolio. There is no indication that this will happen at present. Mr. Coates has accepted office in the Ministry. Mr. Lee was unable to accept for private reasons. xyxy=(1699,127,1923,350)
article xyxy=(1459,1572,1683,1624)
article xyxy=(263,546,486,689)
article-subheading: DEFENCE MATTERS. xyxy=(798,1141,908,1153)
divider xyxy=(90,1364,179,1365)
article xyxy=(742,52,965,395)
article xyxy=(263,801,486,886)
divider xyxy=(569,862,658,863)
article-subheading: REPORTED ZEPPELIN DESTRUCTION xyxy=(36,394,233,406)
